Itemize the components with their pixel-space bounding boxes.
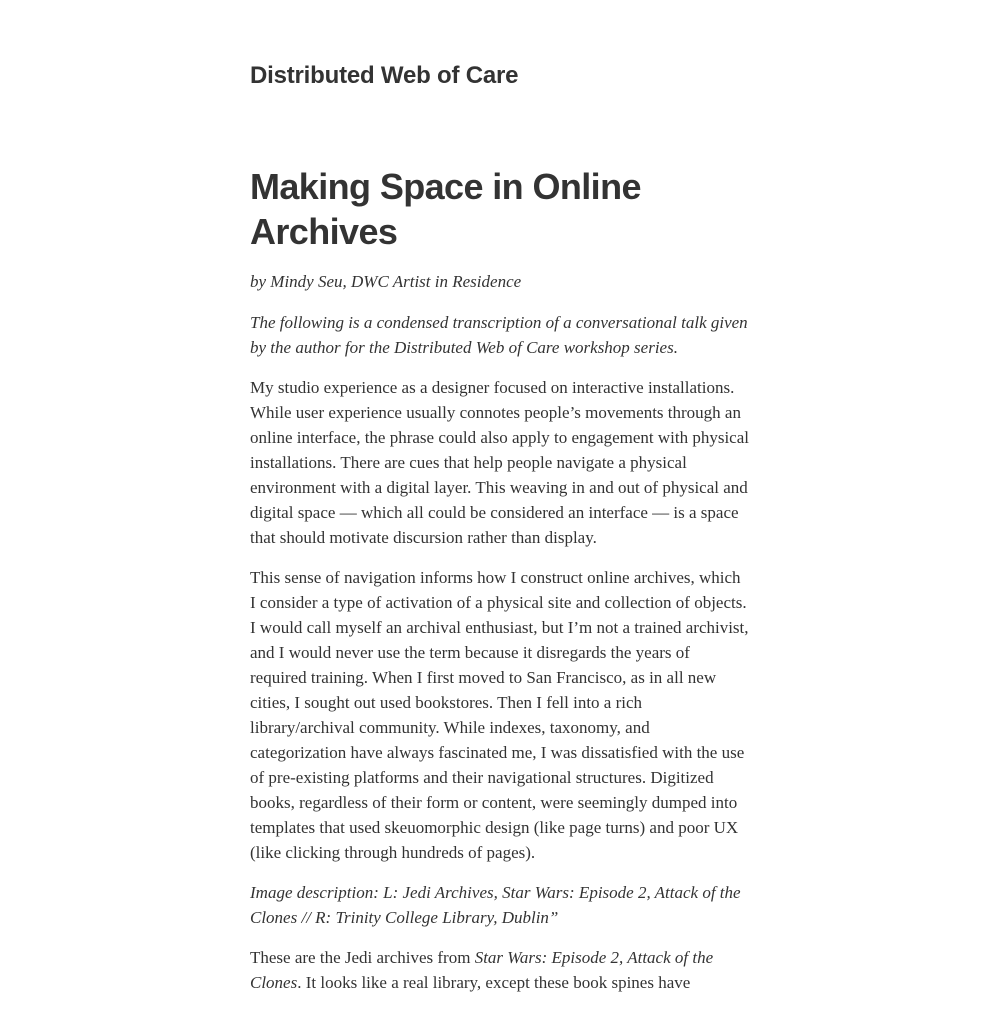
- film-title: Star Wars: Episode 2, Attack of the Clones: [250, 948, 714, 992]
- image-caption: Image description: L: Jedi Archives, Star Wars: Episode 2, Attack of the Clones // R: Trinity College Library, Dublin”: [250, 883, 741, 927]
- paragraph-tail-text: . It looks like a real library, except these book spines have: [297, 973, 691, 992]
- paragraph-jedi-archives: [250, 945, 750, 995]
- article-byline: by Mindy Seu, DWC Artist in Residence: [250, 272, 522, 291]
- paragraph-studio-experience: My studio experience as a designer focused on interactive installations. While user experience usually connotes people’s movements through an online interface, the phrase could also apply to engagement with physical installations. There are cues that help people navigate a physical environment with a digital layer. This weaving in and out of physical and digital space — which all could be considered an interface — is a space that should motivate discursion rather than display.: [250, 378, 749, 547]
- article-title: Making Space in Online Archives: [250, 166, 641, 252]
- paragraph-online-archives: This sense of navigation informs how I construct online archives, which I consider a type of activation of a physical site and collection of objects. I would call myself an archival enthusiast, but I’m not a trained archivist, and I would never use the term because it disregards the years of required training. When I first moved to San Francisco, as in all new cities, I sought out used bookstores. Then I fell into a rich library/archival community. While indexes, taxonomy, and categorization have always fascinated me, I was dissatisfied with the use of pre-existing platforms and their navigational structures. Digitized books, regardless of their form or content, were seemingly dumped into templates that used skeuomorphic design (like page turns) and poor UX (like clicking through hundreds of pages).: [250, 568, 749, 862]
- article-intro: The following is a condensed transcription of a conversational talk given by the author for the Distributed Web of Care workshop series.: [250, 313, 748, 357]
- article-body: [250, 269, 750, 1010]
- site-title[interactable]: Distributed Web of Care: [250, 62, 519, 89]
- paragraph-lead-text: These are the Jedi archives from: [250, 948, 475, 967]
